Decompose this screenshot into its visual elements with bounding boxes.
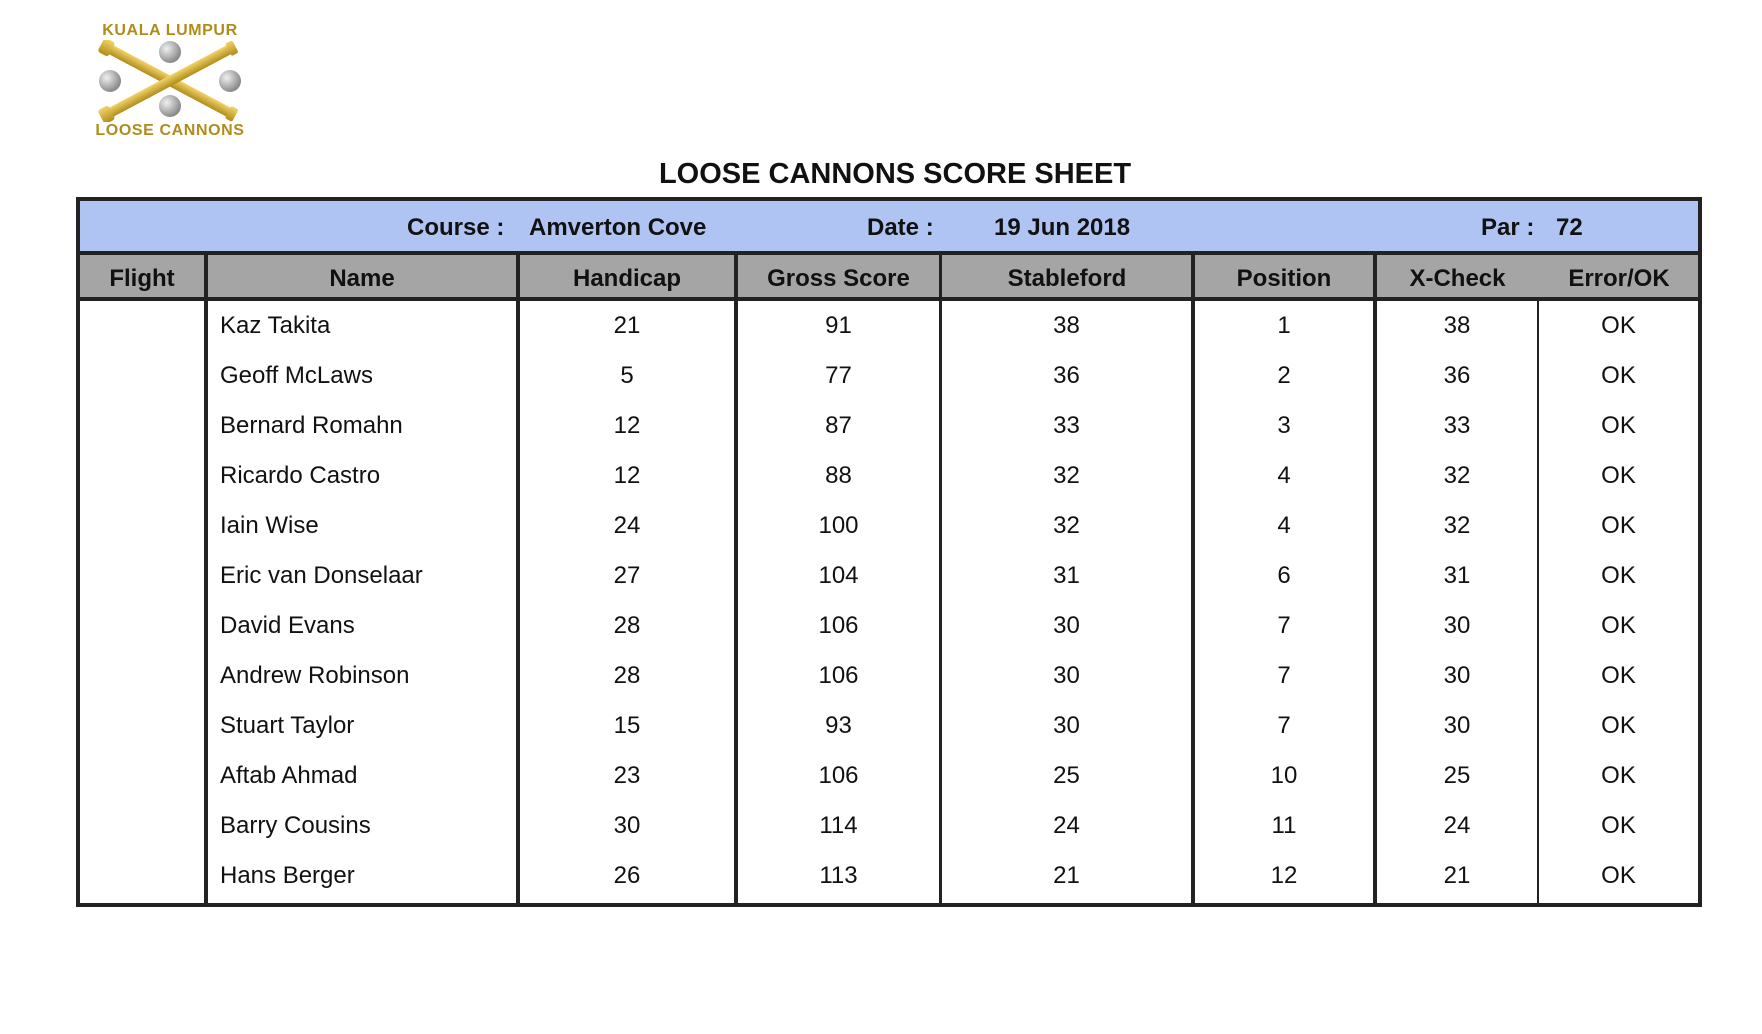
x-check-cell: 25	[1443, 762, 1471, 789]
gross-score-cell: 114	[819, 812, 858, 839]
status-cell: OK	[1601, 362, 1636, 389]
column-header-gross-score: Gross Score	[767, 265, 910, 292]
flight-cell	[80, 501, 204, 551]
player-name-cell: Bernard Romahn	[220, 412, 403, 439]
handicap-cell: 26	[613, 862, 641, 889]
position-cell: 12	[1270, 862, 1298, 889]
position-cell: 3	[1277, 412, 1291, 439]
logo-top-text: KUALA LUMPUR	[102, 22, 238, 39]
table-row	[80, 551, 1698, 601]
gross-score-cell: 100	[818, 512, 859, 539]
gross-score-cell: 113	[819, 862, 858, 889]
table-row	[80, 651, 1698, 701]
table-row	[80, 801, 1698, 851]
flight-cell	[80, 701, 204, 751]
position-cell: 4	[1277, 462, 1291, 489]
x-check-cell: 31	[1443, 562, 1471, 589]
column-header-position: Position	[1236, 265, 1332, 292]
stableford-cell: 30	[1053, 712, 1080, 739]
position-cell: 10	[1270, 762, 1298, 789]
gross-score-cell: 93	[825, 712, 852, 739]
handicap-cell: 23	[613, 762, 641, 789]
player-name-cell: Kaz Takita	[220, 312, 331, 339]
column-header-stableford: Stableford	[1007, 265, 1127, 292]
status-cell: OK	[1601, 862, 1636, 889]
status-cell: OK	[1601, 412, 1636, 439]
flight-cell	[80, 551, 204, 601]
player-name-cell: Aftab Ahmad	[220, 762, 358, 789]
flight-cell	[80, 301, 204, 351]
column-header-x-check: X-Check	[1409, 265, 1506, 292]
table-row	[80, 501, 1698, 551]
x-check-cell: 33	[1443, 412, 1471, 439]
x-check-cell: 24	[1443, 812, 1471, 839]
status-cell: OK	[1601, 462, 1636, 489]
handicap-cell: 28	[613, 662, 641, 689]
table-row	[80, 701, 1698, 751]
column-header-row	[80, 255, 1698, 301]
status-cell: OK	[1601, 662, 1636, 689]
course-value: Amverton Cove	[529, 214, 707, 241]
status-cell: OK	[1601, 712, 1636, 739]
date-value: 19 Jun 2018	[994, 214, 1131, 241]
stableford-cell: 31	[1053, 562, 1080, 589]
status-cell: OK	[1601, 512, 1636, 539]
player-name-cell: Geoff McLaws	[220, 362, 373, 389]
position-cell: 4	[1277, 512, 1291, 539]
flight-cell	[80, 401, 204, 451]
status-cell: OK	[1601, 312, 1636, 339]
stableford-cell: 36	[1053, 362, 1080, 389]
handicap-cell: 27	[613, 562, 641, 589]
stableford-cell: 24	[1053, 812, 1080, 839]
stableford-cell: 32	[1053, 512, 1080, 539]
column-header-flight: Flight	[109, 265, 175, 292]
column-header-error-ok: Error/OK	[1568, 265, 1670, 292]
player-name-cell: Eric van Donselaar	[220, 562, 423, 589]
x-check-cell: 38	[1443, 312, 1471, 339]
flight-cell	[80, 851, 204, 901]
page-title: LOOSE CANNONS SCORE SHEET	[658, 158, 1132, 190]
handicap-cell: 21	[613, 312, 641, 339]
position-cell: 7	[1277, 712, 1291, 739]
handicap-cell: 5	[620, 362, 634, 389]
position-cell: 11	[1271, 812, 1297, 839]
player-name-cell: David Evans	[220, 612, 355, 639]
stableford-cell: 32	[1053, 462, 1080, 489]
stableford-cell: 33	[1053, 412, 1080, 439]
date-label: Date :	[867, 214, 934, 241]
x-check-cell: 32	[1443, 462, 1471, 489]
x-check-cell: 32	[1443, 512, 1471, 539]
handicap-cell: 28	[613, 612, 641, 639]
status-cell: OK	[1601, 612, 1636, 639]
table-row	[80, 351, 1698, 401]
x-check-cell: 36	[1443, 362, 1471, 389]
score-table	[76, 197, 1702, 907]
player-name-cell: Barry Cousins	[220, 812, 371, 839]
player-name-cell: Ricardo Castro	[220, 462, 381, 489]
handicap-cell: 12	[613, 462, 641, 489]
flight-cell	[80, 601, 204, 651]
stableford-cell: 21	[1053, 862, 1080, 889]
club-logo	[86, 20, 254, 142]
par-label: Par :	[1481, 214, 1535, 241]
gross-score-cell: 91	[825, 312, 852, 339]
position-cell: 7	[1277, 662, 1291, 689]
x-check-cell: 30	[1443, 662, 1471, 689]
handicap-cell: 12	[613, 412, 641, 439]
stableford-cell: 38	[1053, 312, 1080, 339]
column-header-handicap: Handicap	[572, 265, 682, 292]
gross-score-cell: 106	[818, 762, 859, 789]
flight-cell	[80, 351, 204, 401]
x-check-cell: 21	[1443, 862, 1471, 889]
status-cell: OK	[1601, 762, 1636, 789]
table-row	[80, 401, 1698, 451]
table-row	[80, 851, 1698, 901]
table-row	[80, 301, 1698, 351]
gross-score-cell: 106	[818, 612, 859, 639]
player-name-cell: Andrew Robinson	[220, 662, 410, 689]
status-cell: OK	[1601, 812, 1636, 839]
logo-bottom-text: LOOSE CANNONS	[95, 122, 245, 139]
flight-cell	[80, 451, 204, 501]
player-name-cell: Hans Berger	[220, 862, 355, 889]
position-cell: 7	[1277, 612, 1291, 639]
flight-cell	[80, 801, 204, 851]
gross-score-cell: 104	[818, 562, 859, 589]
gross-score-cell: 77	[825, 362, 852, 389]
table-row	[80, 601, 1698, 651]
x-check-cell: 30	[1443, 712, 1471, 739]
gross-score-cell: 88	[825, 462, 852, 489]
handicap-cell: 24	[613, 512, 641, 539]
position-cell: 6	[1277, 562, 1291, 589]
stableford-cell: 25	[1053, 762, 1080, 789]
flight-cell	[80, 751, 204, 801]
handicap-cell: 15	[613, 712, 641, 739]
position-cell: 2	[1277, 362, 1291, 389]
crossed-cannons-icon	[86, 40, 254, 122]
gross-score-cell: 87	[825, 412, 852, 439]
course-info-bar	[80, 201, 1698, 255]
course-label: Course :	[407, 214, 505, 241]
player-name-cell: Iain Wise	[220, 512, 319, 539]
handicap-cell: 30	[613, 812, 641, 839]
stableford-cell: 30	[1053, 662, 1080, 689]
status-cell: OK	[1601, 562, 1636, 589]
player-name-cell: Stuart Taylor	[220, 712, 355, 739]
column-header-name: Name	[329, 265, 395, 292]
table-row	[80, 451, 1698, 501]
x-check-cell: 30	[1443, 612, 1471, 639]
par-value: 72	[1556, 214, 1583, 241]
flight-cell	[80, 651, 204, 701]
position-cell: 1	[1277, 312, 1291, 339]
gross-score-cell: 106	[818, 662, 859, 689]
stableford-cell: 30	[1053, 612, 1080, 639]
table-row	[80, 751, 1698, 801]
